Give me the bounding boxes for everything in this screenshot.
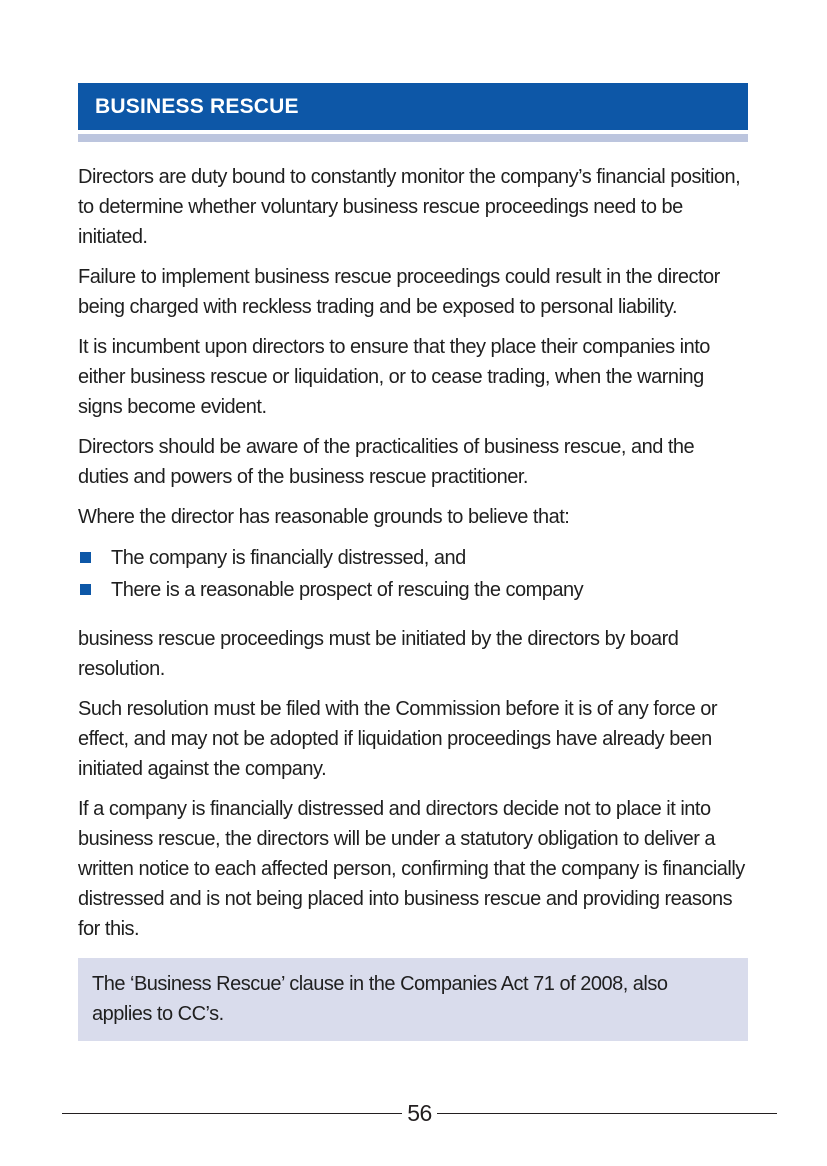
square-bullet-icon — [80, 584, 91, 595]
paragraph: Where the director has reasonable grounds to believe that: — [78, 506, 570, 528]
list-item-text: There is a reasonable prospect of rescuing the company — [111, 579, 584, 601]
list-item — [78, 574, 748, 606]
header-underline-rule — [78, 134, 748, 142]
note-text: The ‘Business Rescue’ clause in the Companies Act 71 of 2008, also applies to CC’s. — [92, 973, 668, 1025]
paragraph: Such resolution must be filed with the Commission before it is of any force or effect, and may not be adopted if liquidation proceedings have already been initiated against the company. — [78, 698, 718, 780]
section-header-bar — [78, 83, 748, 130]
footer-rule-right — [437, 1113, 777, 1114]
paragraph: Directors should be aware of the practicalities of business rescue, and the duties and powers of the business rescue practitioner. — [78, 436, 695, 488]
list-item — [78, 542, 748, 574]
paragraph: Failure to implement business rescue proceedings could result in the director being charged with reckless trading and be exposed to personal liability. — [78, 266, 720, 318]
page-number: 56 — [407, 1100, 432, 1126]
list-item-text: The company is financially distressed, and — [111, 547, 466, 569]
bullet-list — [78, 542, 748, 606]
page-footer — [62, 1100, 777, 1127]
body-content — [78, 162, 748, 1041]
page-body — [78, 83, 748, 1041]
paragraph: business rescue proceedings must be initiated by the directors by board resolution. — [78, 628, 679, 680]
footer-rule-left — [62, 1113, 402, 1114]
paragraph: Directors are duty bound to constantly monitor the company’s financial position, to determine whether voluntary business rescue proceedings need to be initiated. — [78, 166, 741, 248]
paragraph: It is incumbent upon directors to ensure that they place their companies into either business rescue or liquidation, or to cease trading, when the warning signs become evident. — [78, 336, 710, 418]
section-title: BUSINESS RESCUE — [95, 94, 299, 118]
square-bullet-icon — [80, 552, 91, 563]
highlight-note-box — [78, 958, 748, 1041]
paragraph: If a company is financially distressed and directors decide not to place it into business rescue, the directors will be under a statutory obligation to deliver a written notice to each affected person, confirming that the company is financially distressed and is not being placed into business rescue and providing reasons for this. — [78, 798, 745, 940]
